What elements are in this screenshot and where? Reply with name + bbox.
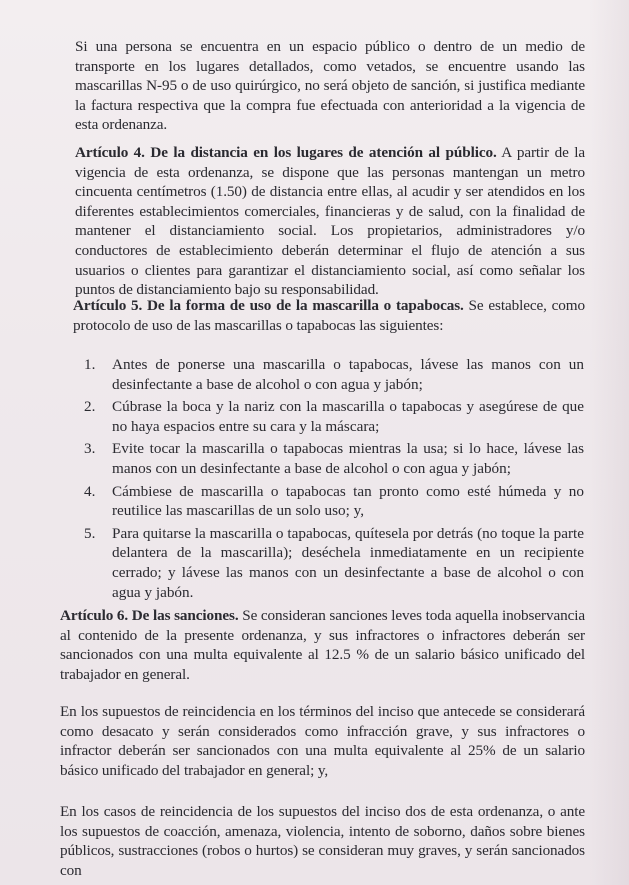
article-5-body: Se establece, como protocolo de uso de las mascarillas o tapabocas las siguientes: xyxy=(73,297,585,334)
list-item-text: Cúbrase la boca y la nariz con la mascarilla o tapabocas y asegúrese de que no haya espacios entre su cara y la máscara; xyxy=(112,398,584,435)
list-item-number: 4. xyxy=(84,482,96,500)
mask-protocol-list xyxy=(84,355,584,602)
article-4-body: A partir de la vigencia de esta ordenanza, se dispone que las personas mantengan un metro cincuenta centímetros (1.50) de distancia entre ellas, al acudir y ser atendidos en los diferentes establecimientos comerciales, financieras y de salud, con la finalidad de mantener el distanciamiento social. Los propietarios, administradores y/o conductores de establecimiento deberán determinar el flujo de atención a sus usuarios o clientes para garantizar el distanciamiento social, así como señalar los puntos de distanciamiento bajo su responsabilidad. xyxy=(75,144,585,299)
article-6-body: Se consideran sanciones leves toda aquella inobservancia al contenido de la presente ordenanza, y sus infractores o infractores deberán ser sancionados con una multa equivalente al 12.5 % de un salario básico unificado del trabajador en general. xyxy=(60,607,585,683)
article-5 xyxy=(73,296,585,335)
paragraph-mascarillas-n95: Si una persona se encuentra en un espacio público o dentro de un medio de transporte en los lugares detallados, como vetados, se encuentre usando las mascarillas N-95 o de uso quirúrgico, no será objeto de sanción, si justifica mediante la factura respectiva que la compra fue efectuada con anterioridad a la vigencia de esta ordenanza. xyxy=(75,38,585,134)
list-item xyxy=(84,439,584,478)
list-item-number: 1. xyxy=(84,356,96,373)
list-item xyxy=(84,397,584,436)
list-item xyxy=(84,355,584,394)
list-item xyxy=(84,482,584,521)
list-item-number: 5. xyxy=(84,524,96,542)
article-4-heading: Artículo 4. De la distancia en los lugares de atención al público. xyxy=(75,144,497,161)
list-item-number: 2. xyxy=(84,398,96,416)
list-item xyxy=(84,524,584,602)
article-5-heading: Artículo 5. De la forma de uso de la mascarilla o tapabocas. xyxy=(73,297,464,314)
list-item-number: 3. xyxy=(84,440,96,458)
article-6-heading: Artículo 6. De las sanciones. xyxy=(60,607,239,624)
paragraph-casos-muy-graves: En los casos de reincidencia de los supuestos del inciso dos de esta ordenanza, o ante los supuestos de coacción, amenaza, violencia, intento de soborno, daños sobre bienes públicos, sustracciones (robos o hurtos) se consideran muy graves, y serán sancionados con xyxy=(60,803,585,879)
list-item-text: Evite tocar la mascarilla o tapabocas mientras la usa; si lo hace, lávese las manos con un desinfectante a base de alcohol o con agua y jabón; xyxy=(112,440,584,477)
article-6 xyxy=(60,606,585,684)
list-item-text: Cámbiese de mascarilla o tapabocas tan pronto como esté húmeda y no reutilice las mascarillas de un solo uso; y, xyxy=(112,482,584,520)
list-item-text: Antes de ponerse una mascarilla o tapabocas, lávese las manos con un desinfectante a base de alcohol o con agua y jabón; xyxy=(112,356,584,393)
article-4 xyxy=(75,143,585,300)
list-item-text: Para quitarse la mascarilla o tapabocas, quítesela por detrás (no toque la parte delantera de la mascarilla); deséchela inmediatamente en un recipiente cerrado; y lávese las manos con un desinfectante a base de alcohol o con agua y jabón. xyxy=(112,524,584,601)
paragraph-reincidencia: En los supuestos de reincidencia en los términos del inciso que antecede se considerará como desacato y serán considerados como infracción grave, y sus infractores o infractor deberán ser sancionados con una multa equivalente al 25% de un salario básico unificado del trabajador en general; y, xyxy=(60,703,585,779)
